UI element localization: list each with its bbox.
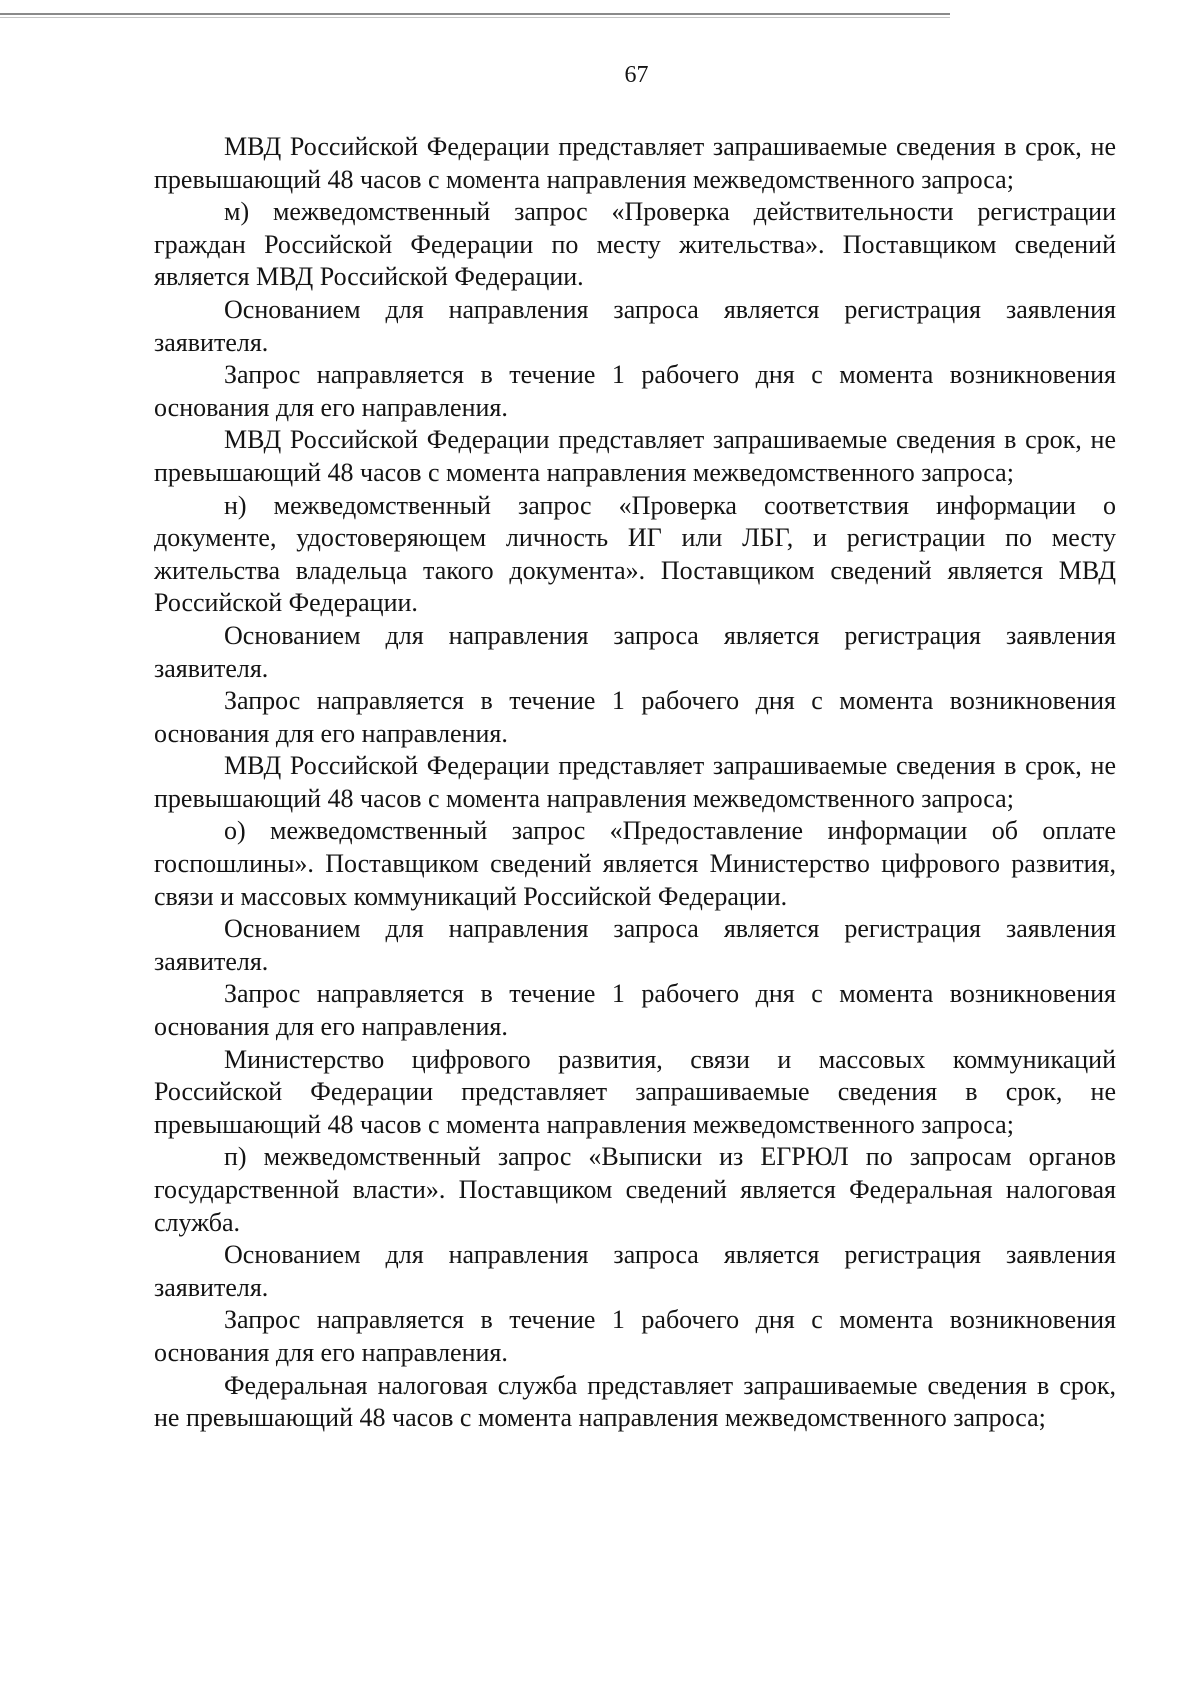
paragraph: Министерство цифрового развития, связи и массовых коммуникаций Российской Федерации представляет запрашиваемые сведения в срок, не превышающий 48 часов с момента направления межведомственного запроса; — [154, 1044, 1116, 1139]
paragraph: Запрос направляется в течение 1 рабочего дня с момента возникновения основания для его направления. — [154, 686, 1116, 748]
page-top-border — [0, 13, 950, 15]
paragraph: м) межведомственный запрос «Проверка действительности регистрации граждан Российской Федерации по месту жительства». Поставщиком сведений является МВД Российской Федерации. — [154, 197, 1116, 292]
paragraph: Федеральная налоговая служба представляет запрашиваемые сведения в срок, не превышающий 48 часов с момента направления межведомственного запроса; — [154, 1370, 1116, 1433]
page-top-border-shadow — [0, 17, 950, 18]
paragraph: Основанием для направления запроса является регистрация заявления заявителя. — [154, 1240, 1116, 1302]
paragraph: о) межведомственный запрос «Предоставление информации об оплате госпошлины». Поставщиком сведений является Министерство цифрового развития, связи и массовых коммуникаций Российской Федерации. — [154, 816, 1116, 911]
paragraph: Запрос направляется в течение 1 рабочего дня с момента возникновения основания для его направления. — [154, 1305, 1116, 1367]
paragraph: МВД Российской Федерации представляет запрашиваемые сведения в срок, не превышающий 48 часов с момента направления межведомственного запроса; — [154, 751, 1116, 813]
paragraph: н) межведомственный запрос «Проверка соответствия информации о документе, удостоверяющем личность ИГ или ЛБГ, и регистрации по месту жительства владельца такого документа». Поставщиком сведений является МВД Российской Федерации. — [154, 490, 1116, 618]
document-body — [154, 131, 1116, 1435]
paragraph: МВД Российской Федерации представляет запрашиваемые сведения в срок, не превышающий 48 часов с момента направления межведомственного запроса; — [154, 425, 1116, 487]
paragraph: Основанием для направления запроса является регистрация заявления заявителя. — [154, 914, 1116, 976]
paragraph: Запрос направляется в течение 1 рабочего дня с момента возникновения основания для его направления. — [154, 360, 1116, 422]
paragraph: Основанием для направления запроса является регистрация заявления заявителя. — [154, 294, 1116, 357]
paragraph: МВД Российской Федерации представляет запрашиваемые сведения в срок, не превышающий 48 часов с момента направления межведомственного запроса; — [154, 132, 1116, 194]
paragraph: п) межведомственный запрос «Выписки из ЕГРЮЛ по запросам органов государственной власти». Поставщиком сведений является Федеральная налоговая служба. — [154, 1142, 1116, 1237]
paragraph: Основанием для направления запроса является регистрация заявления заявителя. — [154, 620, 1116, 683]
page-number: 67 — [624, 62, 649, 88]
paragraph: Запрос направляется в течение 1 рабочего дня с момента возникновения основания для его направления. — [154, 979, 1116, 1042]
